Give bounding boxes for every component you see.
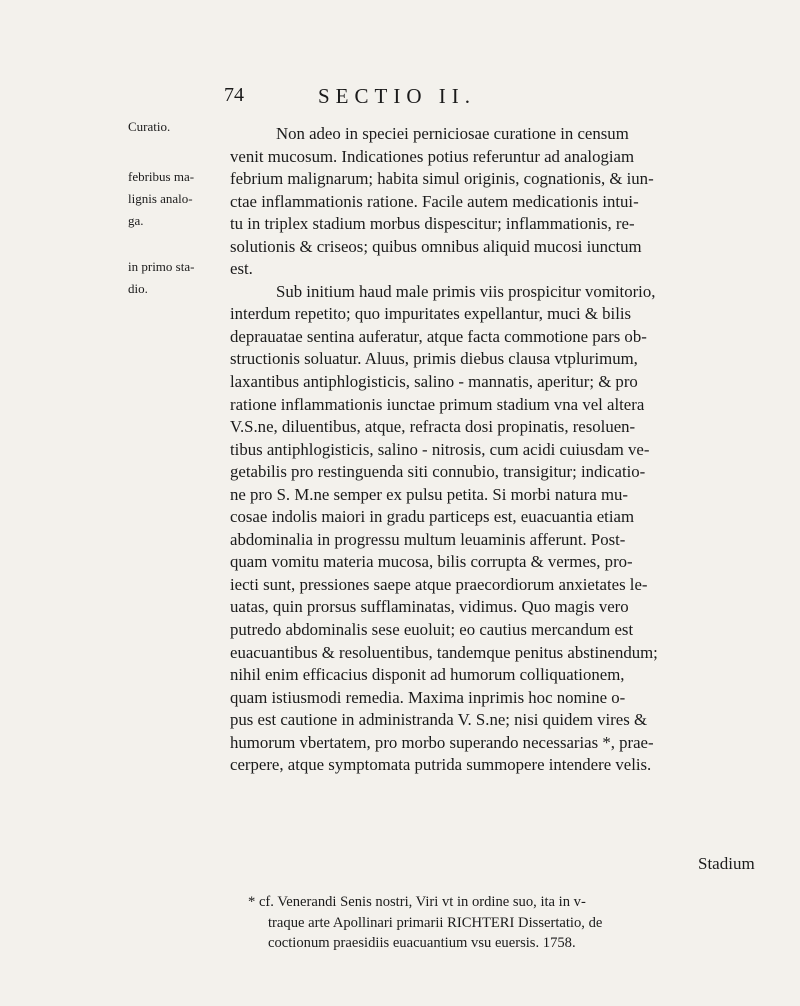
page-number: 74 bbox=[224, 84, 244, 106]
text-line: est. bbox=[230, 259, 253, 279]
footnote-line: coctionum praesidiis euacuantium vsu euersis. 1758. bbox=[268, 935, 576, 951]
text-line: ne pro S. M.ne semper ex pulsu petita. Si morbi natura mu- bbox=[230, 484, 629, 504]
text-line: cosae indolis maiori in gradu particeps est, euacuantia etiam bbox=[230, 507, 635, 527]
text-line: euacuantibus & resoluentibus, tandemque penitus abstinendum; bbox=[230, 642, 658, 662]
text-line: putredo abdominalis sese euoluit; eo cautius mercandum est bbox=[230, 620, 634, 640]
text-line: humorum vbertatem, pro morbo superando necessarias *, prae- bbox=[230, 732, 654, 752]
text-line: ratione inflammationis iunctae primum stadium vna vel altera bbox=[230, 394, 645, 414]
margin-note-line: febribus ma- bbox=[128, 169, 195, 184]
text-line: deprauatae sentina auferatur, atque facta commotione pars ob- bbox=[230, 326, 647, 346]
page-header bbox=[0, 84, 800, 114]
margin-note-line: in primo sta- bbox=[128, 259, 195, 274]
catchword: Stadium bbox=[698, 854, 755, 873]
text-line: febrium malignarum; habita simul originis, cognationis, & iun- bbox=[230, 169, 654, 189]
running-head: SECTIO II. bbox=[318, 84, 476, 108]
text-line: uatas, quin prorsus sufflaminatas, vidimus. Quo magis vero bbox=[230, 597, 629, 617]
text-line: Sub initium haud male primis viis prospicitur vomitorio, bbox=[276, 281, 656, 301]
text-line: laxantibus antiphlogisticis, salino - mannatis, aperitur; & pro bbox=[230, 372, 638, 392]
text-line: quam istiusmodi remedia. Maxima inprimis hoc nomine o- bbox=[230, 687, 626, 707]
text-line: solutionis & criseos; quibus omnibus aliquid mucosi iunctum bbox=[230, 236, 642, 256]
footnote bbox=[248, 892, 788, 954]
text-line: cerpere, atque symptomata putrida summopere intendere velis. bbox=[230, 755, 652, 775]
text-line: quam vomitu materia mucosa, bilis corrupta & vermes, pro- bbox=[230, 552, 633, 572]
text-line: ctae inflammationis ratione. Facile autem medicationis intui- bbox=[230, 191, 639, 211]
text-line: structionis soluatur. Aluus, primis diebus clausa vtplurimum, bbox=[230, 349, 638, 369]
footnote-line: * cf. Venerandi Senis nostri, Viri vt in ordine suo, ita in v- bbox=[248, 894, 586, 910]
text-line: interdum repetito; quo impuritates expellantur, muci & bilis bbox=[230, 304, 632, 324]
main-text bbox=[230, 123, 798, 777]
text-line: iecti sunt, pressiones saepe atque praecordiorum anxietates le- bbox=[230, 574, 648, 594]
margin-note-line: Curatio. bbox=[128, 119, 171, 134]
margin-note-line: lignis analo- bbox=[128, 191, 193, 206]
margin-note-primo-stadio bbox=[128, 256, 228, 300]
text-line: abdominalia in progressu multum leuaminis afferunt. Post- bbox=[230, 529, 626, 549]
text-line: venit mucosum. Indicationes potius referuntur ad analogiam bbox=[230, 146, 635, 166]
text-line: pus est cautione in administranda V. S.ne; nisi quidem vires & bbox=[230, 710, 647, 730]
margin-note-line: dio. bbox=[128, 281, 148, 296]
margin-note-curatio bbox=[128, 116, 228, 138]
footnote-line: traque arte Apollinari primarii RICHTERI Dissertatio, de bbox=[268, 914, 603, 931]
text-line: Non adeo in speciei perniciosae curatione in censum bbox=[276, 124, 629, 143]
text-line: getabilis pro restinguenda siti connubio, transigitur; indicatio- bbox=[230, 462, 646, 482]
margin-note-febribus bbox=[128, 166, 228, 232]
margin-note-line: ga. bbox=[128, 213, 144, 228]
text-line: tibus antiphlogisticis, salino - nitrosis, cum acidi cuiusdam ve- bbox=[230, 439, 650, 459]
text-line: V.S.ne, diluentibus, atque, refracta dosi propinatis, resoluen- bbox=[230, 417, 636, 437]
text-line: tu in triplex stadium morbus dispescitur; inflammationis, re- bbox=[230, 214, 635, 234]
text-line: nihil enim efficacius disponit ad humorum colliquationem, bbox=[230, 665, 625, 685]
